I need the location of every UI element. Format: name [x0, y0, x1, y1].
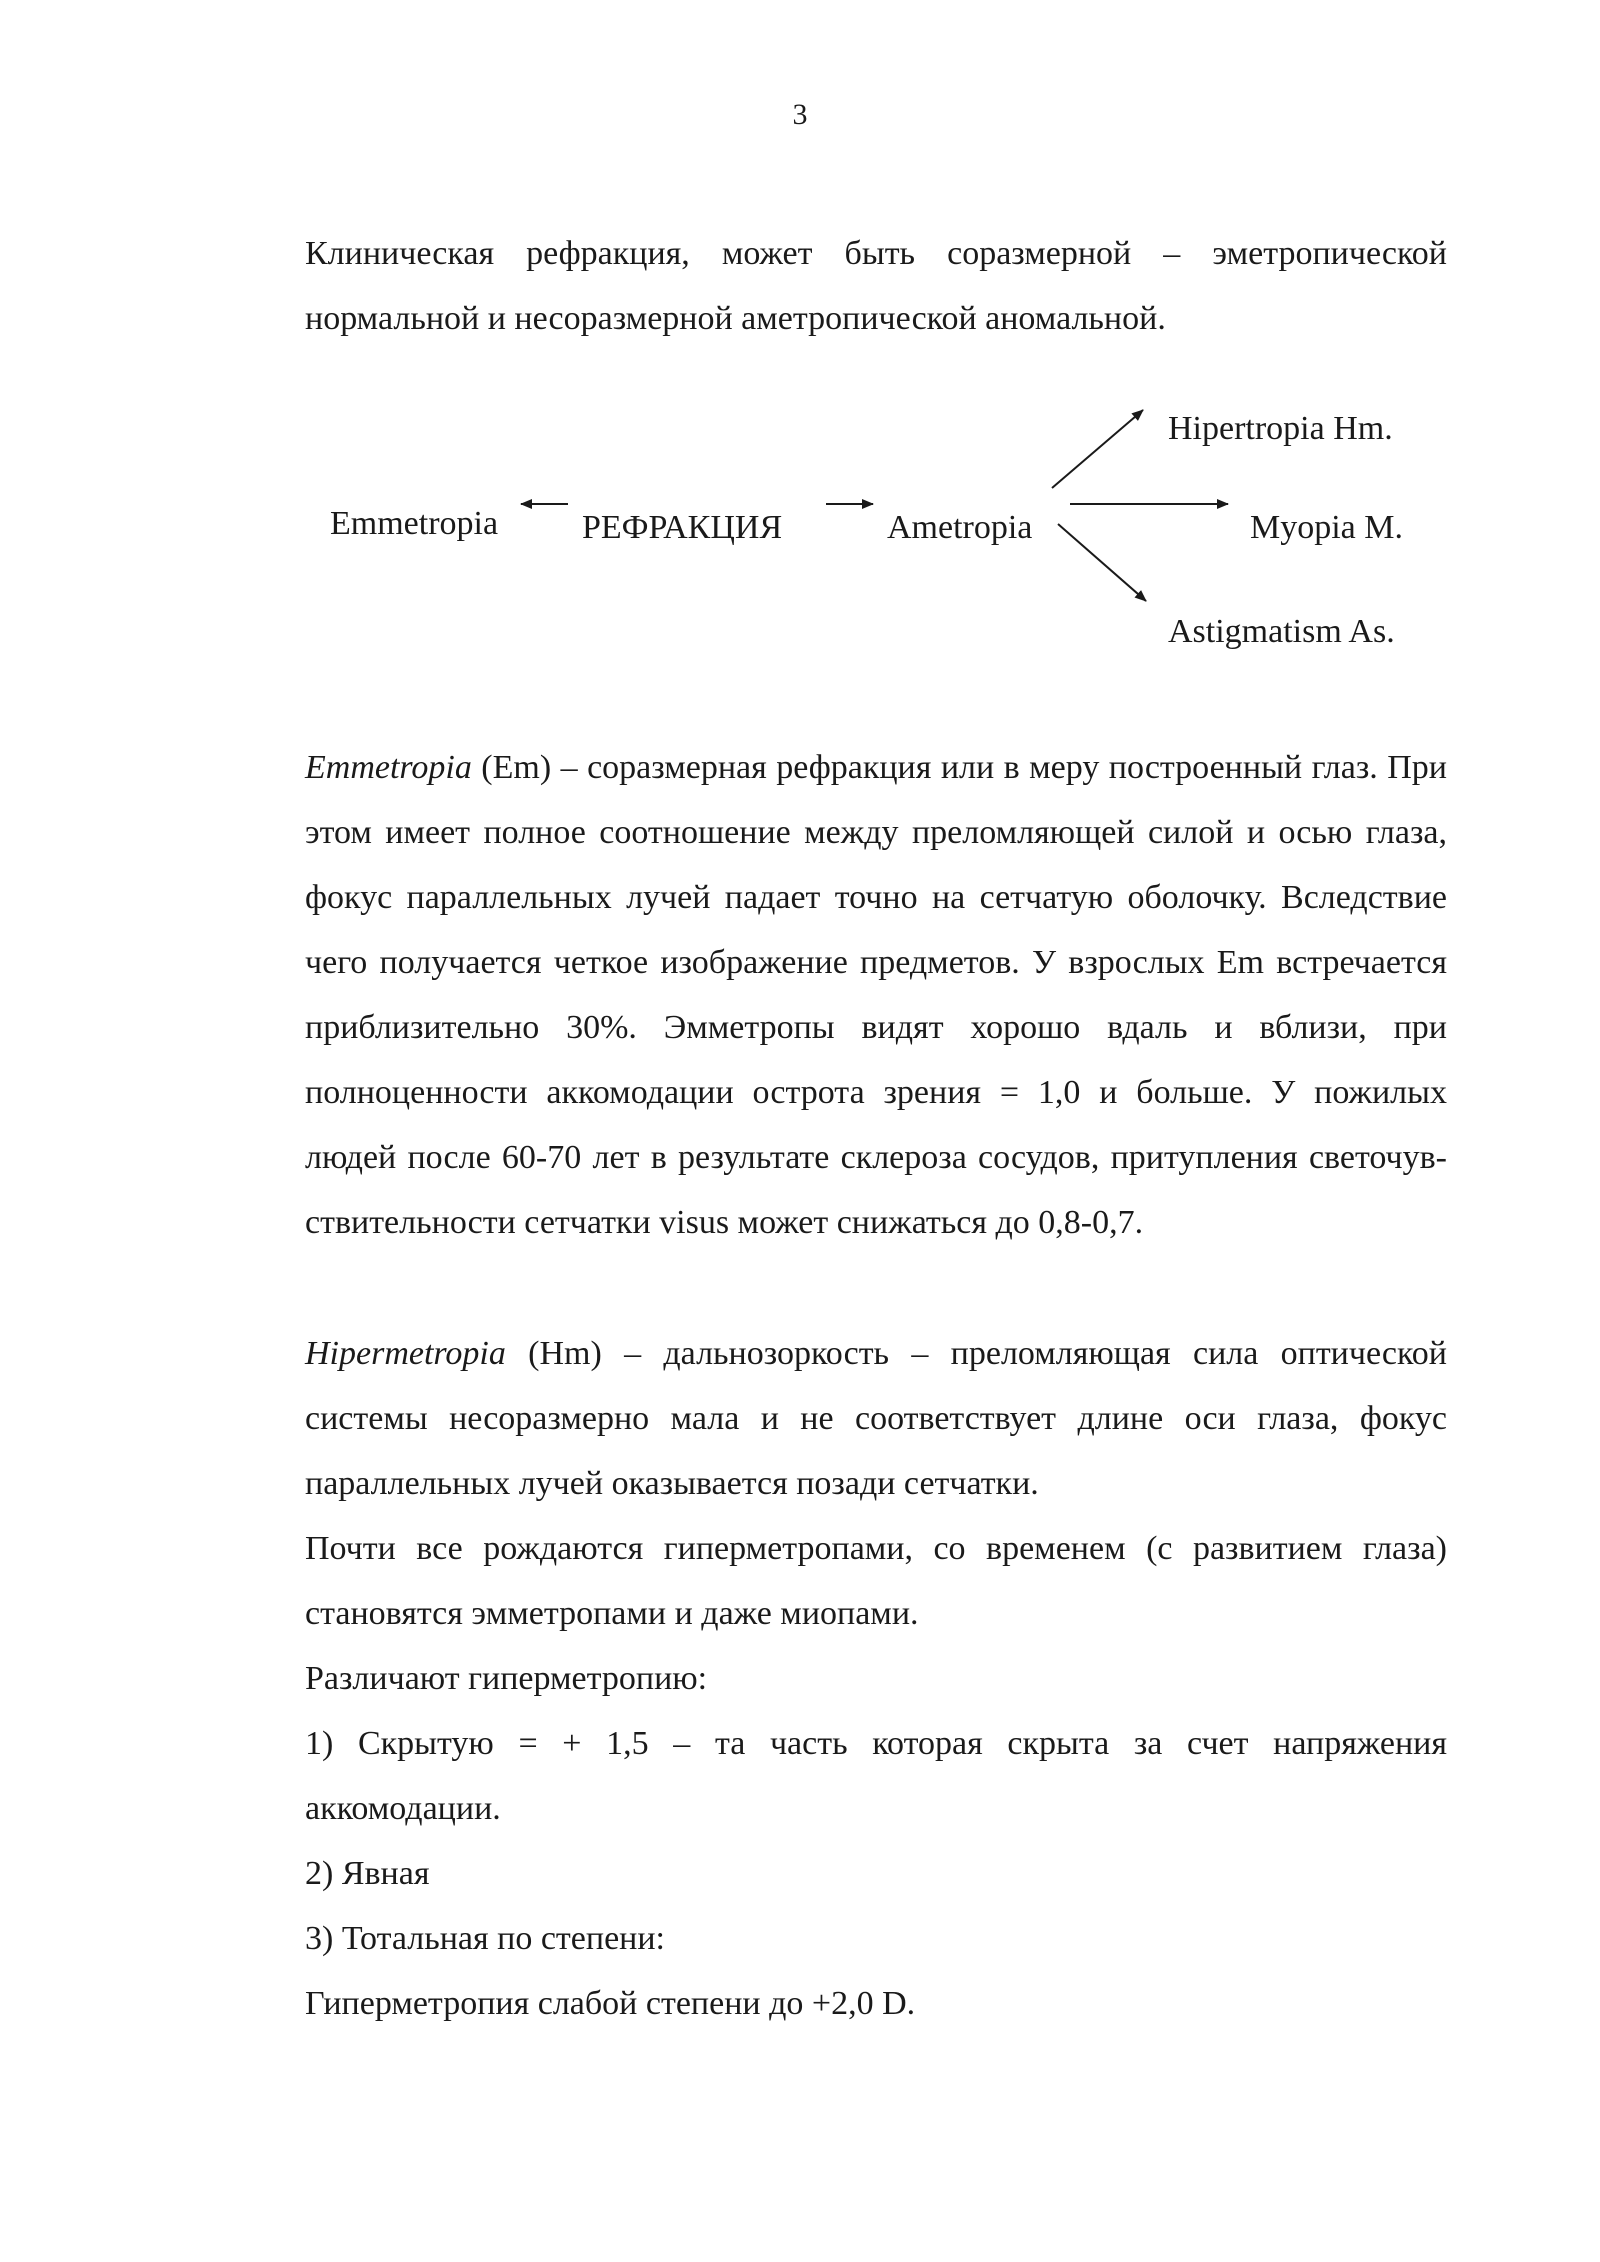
- arrow-to-astigmatism: [1058, 524, 1146, 601]
- diagram-refraction: РЕФРАКЦИЯ: [582, 509, 783, 546]
- diagram-ametropia: Ametropia: [887, 509, 1033, 546]
- list-item-2: 2) Явная: [305, 1855, 430, 1892]
- hipermetropia-term: Hipermetropia: [305, 1335, 506, 1372]
- diagram-astigmatism: Astigmatism As.: [1168, 613, 1395, 650]
- hipermetropia-paragraph: [305, 1321, 1447, 1516]
- weak-degree-line: Гиперметропия слабой степени до +2,0 D.: [305, 1985, 916, 2022]
- born-paragraph: Почти все рождаются гиперметропами, со временем (с развитием глаза) становятся эмметропами и даже миопами.: [305, 1530, 1447, 1632]
- hipermetropia-text: (Hm) – дальнозоркость – преломляющая сила оптической системы несоразмерно мала и не соответствует длине оси глаза, фокус параллельных лучей оказывается позади сетчатки.: [305, 1335, 1447, 1502]
- list-item-3: 3) Тотальная по степени:: [305, 1920, 666, 1957]
- list-item-1: 1) Скрытую = + 1,5 – та часть которая скрыта за счет напряжения аккомодации.: [305, 1725, 1447, 1827]
- emmetropia-term: Emmetropia: [305, 749, 472, 786]
- page-number: 3: [792, 98, 808, 131]
- diagram-myopia: Myopia M.: [1250, 509, 1403, 546]
- arrow-to-hipertropia: [1052, 410, 1143, 488]
- distinguish-heading: Различают гиперметропию:: [305, 1660, 708, 1697]
- emmetropia-text: (Em) – соразмерная рефракция или в меру построенный глаз. При этом имеет полное соотношение между преломляющей силой и осью глаза, фокус параллельных лучей падает точно на сетчатую оболочку. Вследствие чего получается четкое изображение предметов. У взрослых Em встречается приблизительно 30%. Эмметропы видят хорошо вдаль и вблизи, при полноценности аккомодации острота зрения = 1,0 и больше. У пожилых людей после 60-70 лет в результате склероза сосудов, притупления светочув-ствительности сетчатки visus может снижаться до 0,8-0,7.: [305, 749, 1447, 1241]
- diagram-hipertropia: Hipertropia Hm.: [1168, 410, 1393, 447]
- diagram-emmetropia: Emmetropia: [330, 505, 499, 542]
- intro-paragraph: Клиническая рефракция, может быть соразмерной – эметропической нормальной и несоразмерной аметропической аномальной.: [305, 235, 1447, 337]
- emmetropia-paragraph: [305, 735, 1447, 1255]
